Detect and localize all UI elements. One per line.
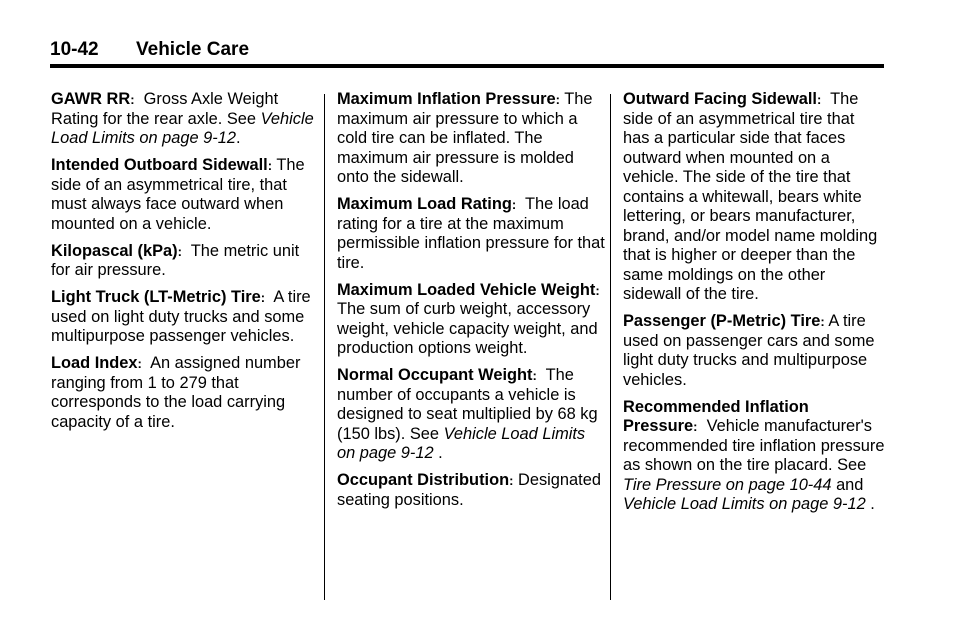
entry-term: Maximum Loaded Vehicle Weight (337, 280, 596, 299)
glossary-entry: Passenger (P-Metric) Tire: A tire used on passenger cars and some light duty trucks and multipurpose vehicles. (623, 312, 875, 389)
entry-text: The side of an asymmetrical tire, that must always face outward when mounted on a vehicle. (51, 156, 305, 233)
glossary-entry: Light Truck (LT-Metric) Tire: A tire used on light duty trucks and some multipurpose passenger vehicles. (51, 288, 311, 345)
entry-reference-link[interactable]: Tire Pressure on page 10-44 (623, 475, 832, 494)
glossary-entry: Maximum Loaded Vehicle Weight: The sum of curb weight, accessory weight, vehicle capacity weight, and production options weight. (337, 280, 600, 357)
entry-text: A tire used on light duty trucks and some multipurpose passenger vehicles. (51, 288, 311, 345)
glossary-entry: GAWR RR: Gross Axle Weight Rating for the rear axle. See Vehicle Load Limits on page 9-12. (51, 90, 314, 147)
entry-term: Outward Facing Sidewall (623, 90, 817, 108)
column-1 (51, 90, 319, 440)
entry-term: Normal Occupant Weight (337, 366, 533, 384)
glossary-entry: Recommended Inflation Pressure: Vehicle manufacturer's recommended tire inflation pressure as shown on the tire placard. See Tire Pressure on page 10-44 and Vehicle Load Limits on page 9-12 . (623, 397, 885, 513)
column-3 (623, 90, 885, 522)
glossary-entry: Intended Outboard Sidewall: The side of an asymmetrical tire, that must always face outward when mounted on a vehicle. (51, 156, 305, 233)
entry-text: The metric unit for air pressure. (51, 241, 300, 279)
entry-term: Occupant Distribution (337, 471, 510, 489)
entry-text: Gross Axle Weight Rating for the rear axle. See (51, 90, 279, 128)
entry-reference-link[interactable]: Vehicle Load Limits on page 9-12 (623, 495, 866, 513)
header-rule (50, 64, 884, 68)
column-2 (337, 90, 605, 518)
column-divider (610, 94, 611, 600)
entry-term: Maximum Inflation Pressure (337, 90, 556, 108)
entry-text: The number of occupants a vehicle is designed to seat multiplied by 68 kg (150 lbs). See (337, 366, 598, 443)
entry-term: Maximum Load Rating (337, 195, 512, 213)
entry-term: Load Index (51, 354, 138, 372)
entry-term: Intended Outboard Sidewall (51, 156, 268, 174)
entry-text: The maximum air pressure to which a cold tire can be inflated. The maximum air pressure is molded onto the sidewall. (337, 90, 593, 186)
entry-term: Passenger (P-Metric) Tire (623, 312, 821, 330)
entry-term: GAWR RR (51, 90, 131, 108)
glossary-entry: Maximum Inflation Pressure: The maximum air pressure to which a cold tire can be inflated. The maximum air pressure is molded onto the sidewall. (337, 90, 593, 186)
entry-text: Vehicle manufacturer's recommended tire inflation pressure as shown on the tire placard. See (623, 417, 885, 474)
entry-term: Recommended Inflation Pressure (623, 397, 809, 435)
glossary-entry: Kilopascal (kPa): The metric unit for air pressure. (51, 241, 300, 279)
entry-term: Kilopascal (kPa) (51, 241, 178, 260)
glossary-entry: Occupant Distribution: Designated seating positions. (337, 471, 601, 509)
section-title: Vehicle Care (136, 39, 250, 60)
glossary-entry: Normal Occupant Weight: The number of occupants a vehicle is designed to seat multiplied by 68 kg (150 lbs). See Vehicle Load Limits on page 9-12 . (337, 366, 598, 462)
page-number: 10-42 (50, 39, 99, 60)
entry-text: An assigned number ranging from 1 to 279 that corresponds to the load carrying capacity of a tire. (51, 354, 301, 431)
glossary-entry: Maximum Load Rating: The load rating for a tire at the maximum permissible inflation pressure for that tire. (337, 195, 605, 272)
entry-text: A tire used on passenger cars and some light duty trucks and multipurpose vehicles. (623, 312, 875, 389)
entry-text: The side of an asymmetrical tire that has a particular side that faces outward when mounted on a vehicle. The side of the tire that contains a whitewall, bears white lettering, or bears manufacturer, brand, and/or model name molding that is higher or deeper than the same moldings on the other sidewall of the tire. (623, 90, 878, 303)
column-divider (324, 94, 325, 600)
entry-term: Light Truck (LT-Metric) Tire (51, 288, 261, 306)
glossary-entry: Load Index: An assigned number ranging from 1 to 279 that corresponds to the load carrying capacity of a tire. (51, 354, 301, 431)
entry-reference-link[interactable]: Vehicle Load Limits on page 9-12 (51, 109, 314, 147)
glossary-entry: Outward Facing Sidewall: The side of an asymmetrical tire that has a particular side that faces outward when mounted on a vehicle. The side of the tire that contains a whitewall, bears white lettering, or bears manufacturer, brand, and/or model name molding that is higher or deeper than the same moldings on the other sidewall of the tire. (623, 90, 878, 303)
entry-reference-link[interactable]: Vehicle Load Limits on page 9-12 (337, 424, 586, 462)
entry-text: The sum of curb weight, accessory weight, vehicle capacity weight, and production options weight. (337, 300, 598, 357)
entry-text: Designated seating positions. (337, 471, 601, 509)
entry-text: The load rating for a tire at the maximum permissible inflation pressure for that tire. (337, 195, 605, 272)
page-header (50, 38, 884, 62)
